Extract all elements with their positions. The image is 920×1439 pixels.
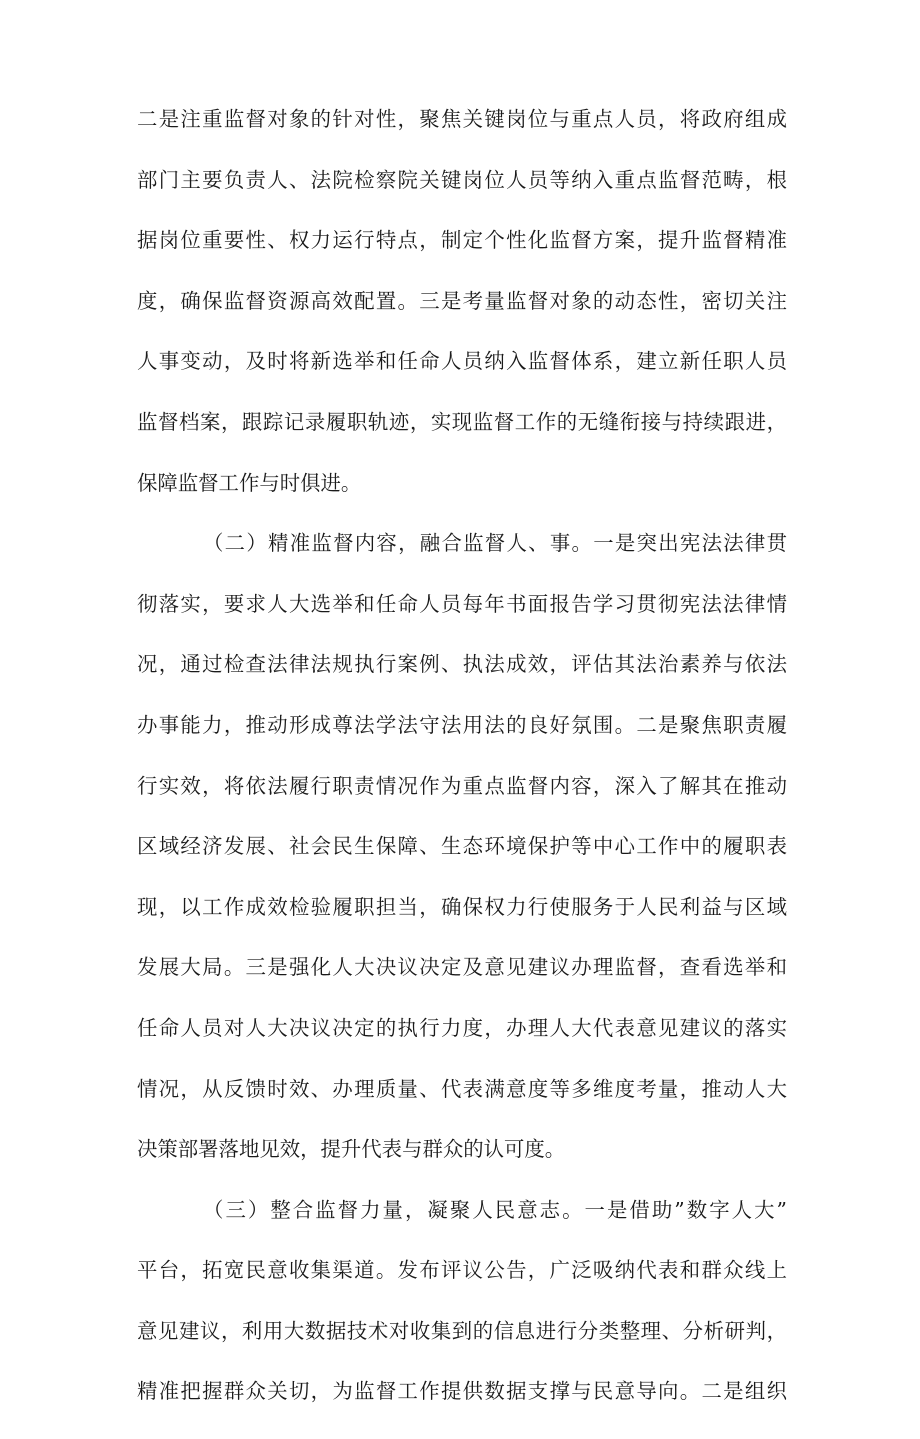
text-line: 部门主要负责人、法院检察院关键岗位人员等纳入重点监督范畴，根 <box>137 167 787 192</box>
text-line: 人事变动，及时将新选举和任命人员纳入监督体系，建立新任职人员 <box>137 349 787 374</box>
text-line: 彻落实，要求人大选举和任命人员每年书面报告学习贯彻宪法法律情 <box>137 591 787 616</box>
text-line: 现，以工作成效检验履职担当，确保权力行使服务于人民利益与区域 <box>137 894 787 919</box>
text-line: 度，确保监督资源高效配置。三是考量监督对象的动态性，密切关注 <box>137 288 787 313</box>
text-line: 情况，从反馈时效、办理质量、代表满意度等多维度考量，推动人大 <box>137 1076 787 1101</box>
section-heading-line: （三）整合监督力量，凝聚人民意志。一是借助”数字人大” <box>203 1197 787 1222</box>
section-heading-line: （二）精准监督内容，融合监督人、事。一是突出宪法法律贯 <box>203 531 787 556</box>
text-line: 意见建议，利用大数据技术对收集到的信息进行分类整理、分析研判， <box>137 1318 787 1343</box>
text-line: 行实效，将依法履行职责情况作为重点监督内容，深入了解其在推动 <box>137 773 787 798</box>
text-line: 区域经济发展、社会民生保障、生态环境保护等中心工作中的履职表 <box>137 834 787 859</box>
text-line: 监督档案，跟踪记录履职轨迹，实现监督工作的无缝衔接与持续跟进， <box>137 409 787 434</box>
text-line: 保障监督工作与时俱进。 <box>137 470 362 495</box>
paragraph-1 <box>137 106 787 496</box>
text-line: 精准把握群众关切，为监督工作提供数据支撑与民意导向。二是组织 <box>137 1379 787 1404</box>
text-line: 平台，拓宽民意收集渠道。发布评议公告，广泛吸纳代表和群众线上 <box>137 1258 787 1283</box>
text-line: 况，通过检查法律法规执行案例、执法成效，评估其法治素养与依法 <box>137 652 787 677</box>
text-line: 据岗位重要性、权力运行特点，制定个性化监督方案，提升监督精准 <box>137 228 787 253</box>
paragraph-2 <box>137 530 787 1162</box>
document-page <box>137 106 787 1439</box>
text-line: 办事能力，推动形成尊法学法守法用法的良好氛围。二是聚焦职责履 <box>137 712 787 737</box>
text-line: 发展大局。三是强化人大决议决定及意见建议办理监督，查看选举和 <box>137 955 787 980</box>
text-line: 二是注重监督对象的针对性，聚焦关键岗位与重点人员，将政府组成 <box>137 107 787 131</box>
text-line: 任命人员对人大决议决定的执行力度，办理人大代表意见建议的落实 <box>137 1015 787 1040</box>
text-line: 决策部署落地见效，提升代表与群众的认可度。 <box>137 1137 566 1162</box>
